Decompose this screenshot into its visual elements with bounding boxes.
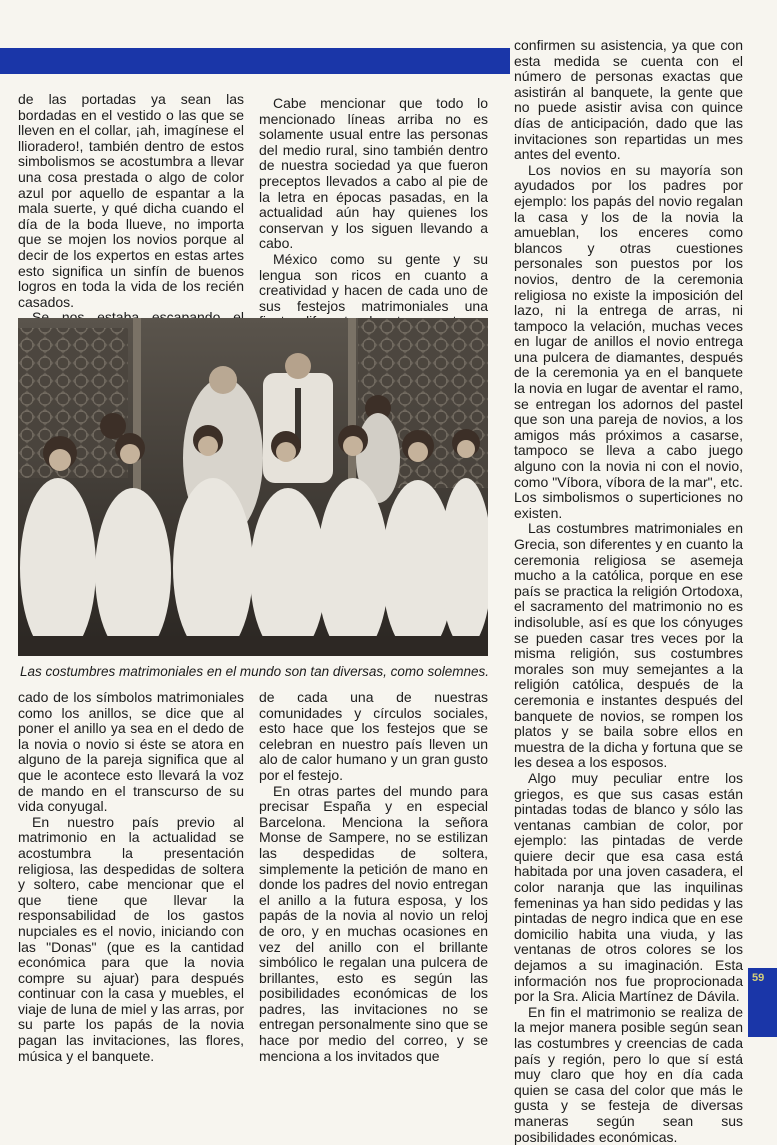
page-number: 59 (752, 972, 765, 984)
paragraph: de cada una de nuestras comunidades y círculos sociales, esto hace que los festejos que se celebran en nuestro país lleven un alo de calor humano y un gran gusto por el festejo. (259, 689, 488, 783)
paragraph: En nuestro país previo al matrimonio en la actualidad se acostumbra la presentación religiosa, las despedidas de soltera y soltero, cabe mencionar que el que tiene que llevar la responsabilidad de los gastos nupciales es el novio, iniciando con las "Donas" (que es la cantidad económica para que la novia compre su ajuar) para después continuar con la casa y muebles, el viaje de luna de miel y las arras, por su parte los papás de la novia pagan las invitaciones, las flores, música y el banquete. (18, 813, 244, 1064)
header-color-band (0, 48, 510, 74)
photo-caption: Las costumbres matrimoniales en el mundo son tan diversas, como solemnes. (20, 664, 489, 679)
paragraph: Las costumbres matrimoniales en Grecia, son diferentes y en cuanto la ceremonia religiosa se asemeja mucho a la católica, porque en ese país se practica la religión Ortodoxa, el sacramento del matrimonio no es indisoluble, así es que los cónyuges se pueden casar tres veces por la misma religión, sus costumbres morales son muy semejantes a la religión católica, después de la ceremonia e instantes después del banquete de novios, se rompen los platos y se baila sobre ellos en muestra de la dicha y fortuna que se les desea a los esposos. (514, 520, 743, 771)
article-column-right (514, 38, 743, 1145)
page-number-tab (748, 968, 777, 1037)
article-column-middle-bottom (259, 690, 488, 1064)
article-column-left-top (18, 92, 244, 342)
paragraph: Los novios en su mayoría son ayudados por los padres por ejemplo: los papás del novio regalan la casa y los de la novia la amueblan, los enceres como blancos y otras cuestiones personales son puestos por los novios, dentro de la ceremonia religiosa no existe la imposición del lazo, ni la entrega de arras, ni tampoco la velación, muchas veces en lugar de anillos el novio entrega una pulcera de diamantes, después de la ceremonia ya en el banquete la novia en lugar de aventar el ramo, se entregan los adornos del pastel que son una pareja de novios, a los amigos más próximos a casarse, tampoco se lleva a cabo juego alguno con la novia ni con el novio, como "Víbora, víbora de la mar", etc. Los simbolismos o superticiones no existen. (514, 161, 743, 521)
paragraph: cado de los símbolos matrimoniales como los anillos, se dice que al poner el anillo ya sea en el dedo de la novia o novio si éste se atora en alguno de la pareja significa que al que le acontece esto llevará la voz de mando en el transcurso de su vida conyugal. (18, 689, 244, 815)
article-column-left-bottom (18, 690, 244, 1064)
paragraph: En otras partes del mundo para precisar España y en especial Barcelona. Menciona la señora Monse de Sampere, no se estilizan las despedidas de soltera, simplemente la petición de mano en donde los padres del novio entregan el anillo a la futura esposa, y los papás de la novia al novio un reloj de oro, y en muchas ocasiones en vez del anillo con el brillante simbólico le regalan una pulcera de brillantes, esto es según las posibilidades económicas de los padres, las invitaciones no se entregan personalmente sino que se hace por medio del correo, y se menciona a los invitados que (259, 782, 488, 1064)
paragraph: confirmen su asistencia, ya que con esta medida se cuenta con el número de personas exactas que asistirán al banquete, la gente que no puede asistir avisa con quince días de anticipación, dado que las invitaciones son repartidas un mes antes del evento. (514, 37, 743, 163)
paragraph: Algo muy peculiar entre los griegos, es que sus casas están pintadas todas de blanco y sólo las ventanas cambian de color, por ejemplo: las pintadas de verde quiere decir que esa casa está habitada por una joven casadera, el color naranja que las inquilinas femeninas ya han sido pedidas y las pintadas de negro indica que en ese domicilio habita una viuda, y las ventanas de otros colores se los dejamos a su imaginación. Esta información nos fue proprocionada por la Sra. Alicia Martínez de Dávila. (514, 769, 743, 1005)
paragraph: Cabe mencionar que todo lo mencionado líneas arriba no es solamente usual entre las personas del medio rural, sino también dentro de nuestra sociedad ya que fueron preceptos llevados a cabo al pie de la letra en épocas pasadas, en la actualidad aún hay quienes los conservan y los siguen llevando a cabo. (259, 95, 488, 252)
wedding-group-photo (18, 318, 488, 656)
paragraph: En fin el matrimonio se realiza de la mejor manera posible según sean las costumbres y creencias de cada país y región, pero lo que sí está muy claro que hoy en día cada quien se casa del color que más le gusta y se festeja de diversas maneras según sean sus posibilidades económicas. (514, 1003, 743, 1145)
paragraph: México como su gente y su lengua son ricos en cuanto a creatividad y hacen de cada uno de sus festejos matrimoniales una (259, 250, 488, 314)
photo-illustration (18, 318, 488, 656)
article-column-middle-top (259, 96, 488, 346)
paragraph: de las portadas ya sean las bordadas en el vestido o las que se lleven en el collar, ¡ah, imagínese el llioradero!, también dentro de estos simbolismos se acostumbra a llevar una cosa prestada o algo de color azul por aquello de espantar a la mala suerte, y qué dicha cuando el día de la boda llueve, no importa que se mojen los novios porque al decir de los expertos en estas artes esto significa un sinfín de buenos logros en toda la vida de los recién casados. (18, 91, 244, 310)
